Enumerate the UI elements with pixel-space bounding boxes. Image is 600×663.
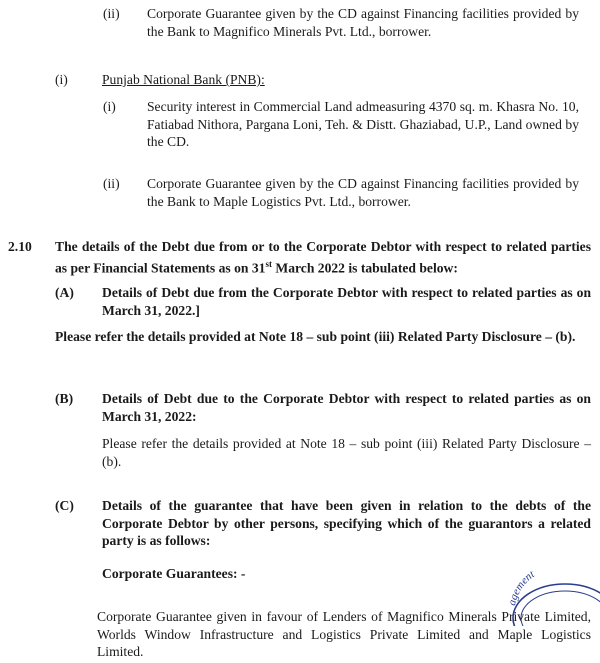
pnb-sub-ii-text: Corporate Guarantee given by the CD against Financing facilities provided by the Bank to Maple Logistics Pvt. Ltd., borrower.: [147, 176, 579, 209]
b-heading: Details of Debt due to the Corporate Debtor with respect to related parties as on March 31, 2022:: [102, 391, 591, 424]
pnb-sub-i-text: Security interest in Commercial Land admeasuring 4370 sq. m. Khasra No. 10, Fatiabad Nithora, Pargana Loni, Teh. & Distt. Ghaziabad, U.P., Land owned by the CD.: [147, 99, 579, 150]
a-heading: Details of Debt due from the Corporate Debtor with respect to related parties as on March 31, 2022.]: [102, 285, 591, 318]
company-stamp: [503, 566, 600, 626]
pre-item-ii-text: Corporate Guarantee given by the CD against Financing facilities provided by the Bank to Magnifico Minerals Pvt. Ltd., borrower.: [147, 6, 579, 39]
section-number: 2.10: [8, 239, 32, 254]
pnb-sub-i-marker: (i): [103, 99, 116, 114]
section-heading: The details of the Debt due from or to the Corporate Debtor with respect to related parties as per Financial Statements as on 31st March 2022 is tabulated below:: [55, 239, 591, 276]
c-heading: Details of the guarantee that have been given in relation to the debts of the Corporate Debtor by other persons, specifying which of the guarantors a related party is as follows:: [102, 498, 591, 549]
a-note: Please refer the details provided at Note 18 – sub point (iii) Related Party Disclosure – (b).: [55, 329, 576, 344]
c-marker: (C): [55, 498, 74, 513]
b-marker: (B): [55, 391, 74, 406]
pnb-title: Punjab National Bank (PNB):: [102, 72, 265, 87]
a-marker: (A): [55, 285, 74, 300]
corporate-guarantees-subheading: Corporate Guarantees: -: [102, 566, 246, 581]
item-i-marker: (i): [55, 72, 68, 87]
c-body: Corporate Guarantee given in favour of Lenders of Magnifico Minerals Private Limited, Worlds Window Infrastructure and Logistics Private Limited and Maple Logistics Limited.: [97, 609, 591, 660]
b-note: Please refer the details provided at Note 18 – sub point (iii) Related Party Disclosure – (b).: [102, 436, 591, 469]
svg-text:agement: agement: [506, 568, 537, 607]
pre-item-ii-marker: (ii): [103, 6, 120, 21]
pnb-sub-ii-marker: (ii): [103, 176, 120, 191]
